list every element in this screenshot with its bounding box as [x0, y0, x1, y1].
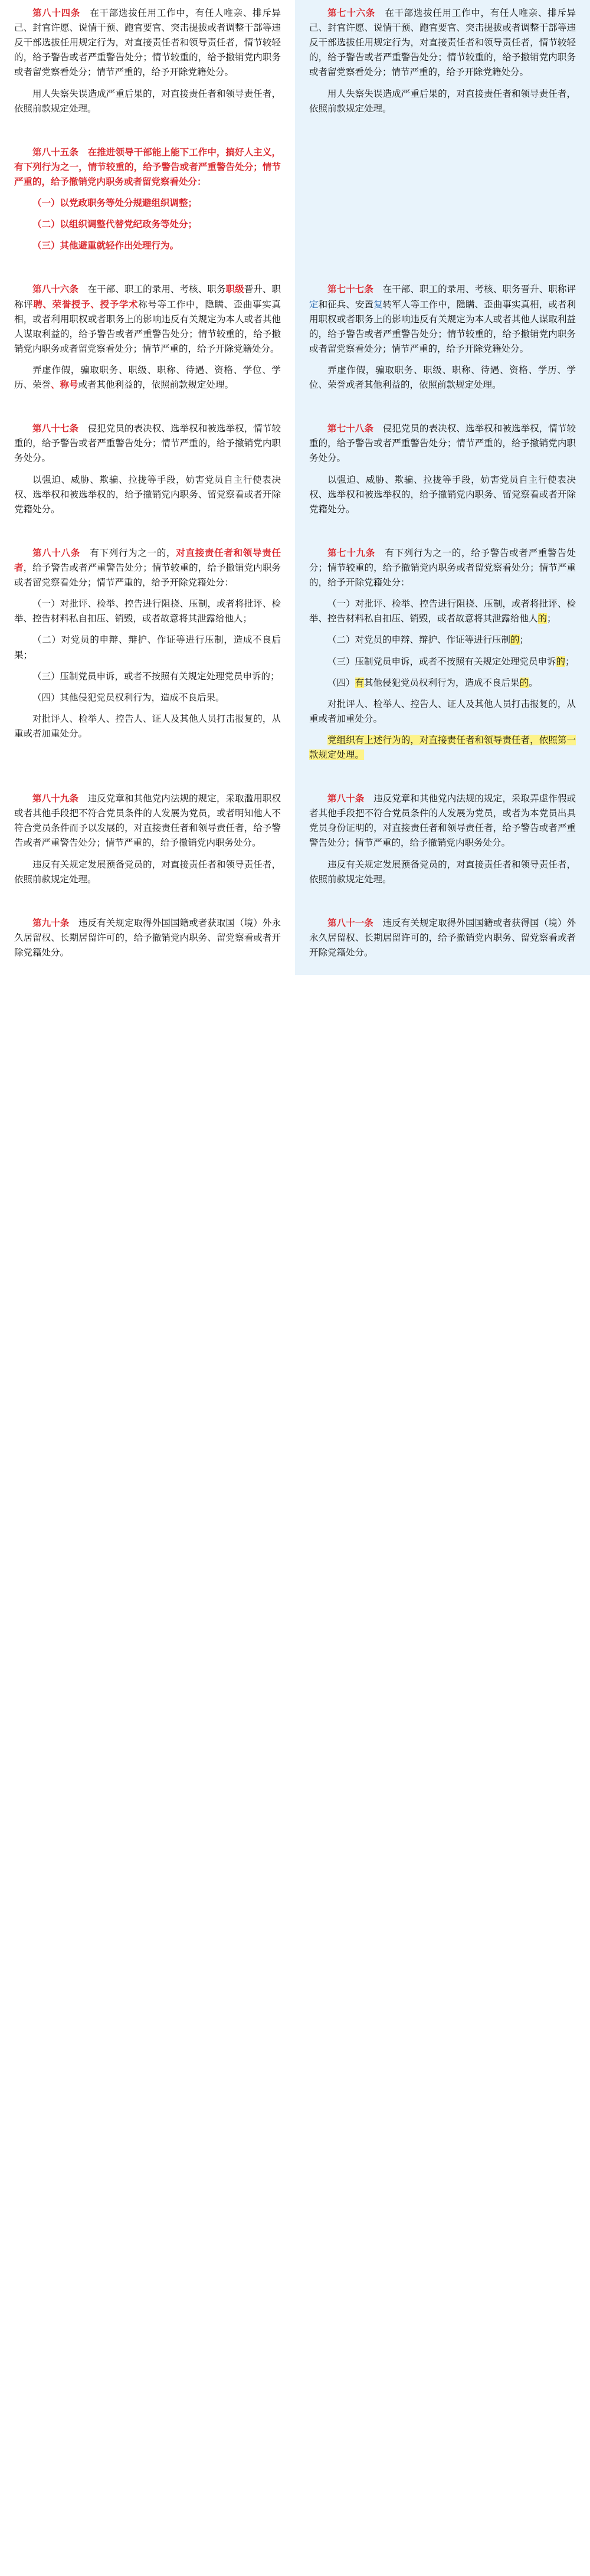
right-article-81-para-1: 第八十一条 违反有关规定取得外国国籍或者获得国（境）外永久居留权、长期居留许可的，给予撤销党内职务、留党察看或者开除党籍处分。 — [309, 917, 576, 958]
comparison-row-7 — [0, 910, 590, 975]
right-article-76-para-2: 用人失察失误造成严重后果的，对直接责任者和领导责任者，依照前款规定处理。 — [309, 88, 576, 114]
left-column-article-86 — [0, 276, 295, 407]
row-gap-2 — [0, 268, 590, 276]
left-article-85-item-1: （一）以党政职务等处分规避组织调整； — [32, 198, 198, 209]
left-article-85-item-3: （三）其他避重就轻作出处理行为。 — [32, 240, 179, 251]
right-article-78-para-2: 以强迫、威胁、欺骗、拉拢等手段，妨害党员自主行使表决权、选举权和被选举权的，给予撤销党内职务、留党察看或者开除党籍处分。 — [309, 474, 576, 515]
left-article-86-para-2: 弄虚作假，骗取职务、职级、职称、待遇、资格、学位、学历、荣誉、称号或者其他利益的，依照前款规定处理。 — [14, 364, 281, 391]
comparison-row-1 — [0, 0, 590, 131]
row-gap-4 — [0, 532, 590, 540]
right-column-article-77 — [295, 276, 590, 407]
right-article-79-para-last: 对批评人、检举人、控告人、证人及其他人员打击报复的，从重或者加重处分。 — [309, 698, 576, 724]
left-column-article-85 — [0, 139, 295, 269]
row-gap-1 — [0, 131, 590, 139]
left-article-84-para-2: 用人失察失误造成严重后果的，对直接责任者和领导责任者，依照前款规定处理。 — [14, 88, 281, 114]
right-column-article-79 — [295, 540, 590, 777]
left-column-article-87 — [0, 415, 295, 532]
comparison-row-2 — [0, 139, 590, 269]
right-article-79-item-2: （二）对党员的申辩、辩护、作证等进行压制的； — [327, 634, 529, 646]
left-article-85-para-1: 第八十五条 在推进领导干部能上能下工作中，搞好人主义，有下列行为之一，情节较重的，给予警告或者严重警告处分；情节严重的，给予撤销党内职务或者留党察看处分： — [14, 146, 281, 187]
right-article-76-para-1: 第七十六条 在干部选拔任用工作中，有任人唯亲、排斥异己、封官许愿、说情干预、跑官要官、突击提拔或者调整干部等违反干部选拔任用规定行为，对直接责任者和领导责任者，情节较轻的，给予警告或者严重警告处分；情节较重的，给予撤销党内职务或者留党察看处分；情节严重的，给予开除党籍处分。 — [309, 8, 576, 78]
left-article-86-para-1: 第八十六条 在干部、职工的录用、考核、职务职级晋升、职称评聘、荣誉授予、授予学术称号等工作中，隐瞒、歪曲事实真相，或者利用职权或者职务上的影响违反有关规定为本人或者其他人谋取利益的，给予警告或者严重警告处分；情节较重的，给予撤销党内职务或者留党察看处分；情节严重的，给予开除党籍处分。 — [14, 284, 281, 354]
right-article-80-para-1: 第八十条 违反党章和其他党内法规的规定，采取弄虚作假或者其他手段把不符合党员条件的人发展为党员，或者为本党员出具党员身份证明的，对直接责任者和领导责任者，给予警告或者严重警告处分；情节严重的，给予撤销党内职务处分。 — [309, 793, 576, 849]
right-article-77-para-1: 第七十七条 在干部、职工的录用、考核、职务晋升、职称评定和征兵、安置复转军人等工作中，隐瞒、歪曲事实真相，或者利用职权或者职务上的影响违反有关规定为本人或者其他人谋取利益的，给予警告或者严重警告处分；情节较重的，给予撤销党内职务或者留党察看处分；情节严重的，给予开除党籍处分。 — [309, 284, 576, 354]
right-article-79-para-1: 第七十九条 有下列行为之一的，给予警告或者严重警告处分；情节较重的，给予撤销党内职务或者留党察看处分；情节严重的，给予开除党籍处分： — [309, 547, 576, 588]
left-article-84-para-1: 第八十四条 在干部选拔任用工作中，有任人唯亲、排斥异己、封官许愿、说情干预、跑官要官、突击提拔或者调整干部等违反干部选拔任用规定行为，对直接责任者和领导责任者，情节较轻的，给予警告或者严重警告处分；情节较重的，给予撤销党内职务或者留党察看处分；情节严重的，给予开除党籍处分。 — [14, 8, 281, 78]
left-article-88-para-1: 第八十八条 有下列行为之一的，对直接责任者和领导责任者，给予警告或者严重警告处分；情节较重的，给予撤销党内职务或者留党察看处分；情节严重的，给予开除党籍处分： — [14, 547, 281, 588]
right-article-79-item-3: （三）压制党员申诉，或者不按照有关规定处理党员申诉的； — [327, 656, 575, 667]
right-article-79-item-4: （四）有其他侵犯党员权利行为，造成不良后果的。 — [327, 677, 538, 688]
left-article-85-item-2: （二）以组织调整代替党纪政务等处分； — [32, 219, 198, 230]
left-article-88-item-1: （一）对批评、检举、控告进行阻挠、压制，或者将批评、检举、控告材料私自扣压、销毁，或者故意将其泄露给他人； — [14, 598, 281, 624]
right-article-77-para-2: 弄虚作假，骗取职务、职级、职称、待遇、资格、学历、学位、荣誉或者其他利益的，依照前款规定处理。 — [309, 364, 576, 391]
left-column-article-89 — [0, 785, 295, 902]
row-gap-3 — [0, 407, 590, 415]
document-page — [0, 0, 590, 975]
left-article-88-item-3: （三）压制党员申诉，或者不按照有关规定处理党员申诉的； — [32, 670, 280, 682]
right-article-79-para-extra: 党组织有上述行为的，对直接责任者和领导责任者，依照第一款规定处理。 — [309, 734, 576, 761]
right-column-article-78 — [295, 415, 590, 532]
comparison-row-5 — [0, 540, 590, 777]
comparison-row-6 — [0, 785, 590, 902]
left-column-article-88 — [0, 540, 295, 777]
left-article-87-para-1: 第八十七条 侵犯党员的表决权、选举权和被选举权，情节较重的，给予警告或者严重警告处分；情节严重的，给予撤销党内职务处分。 — [14, 423, 281, 464]
left-article-89-para-1: 第八十九条 违反党章和其他党内法规的规定，采取滥用职权或者其他手段把不符合党员条件的人发展为党员，或者明知他人不符合党员条件而予以发展的，对直接责任者和领导责任者，给予警告或者严重警告处分；情节严重的，给予撤销党内职务处分。 — [14, 793, 281, 849]
right-column-article-76 — [295, 0, 590, 131]
left-column-article-84 — [0, 0, 295, 131]
left-article-90-para-1: 第九十条 违反有关规定取得外国国籍或者获取国（境）外永久居留权、长期居留许可的，给予撤销党内职务、留党察看或者开除党籍处分。 — [14, 917, 281, 958]
left-article-88-para-last: 对批评人、检举人、控告人、证人及其他人员打击报复的，从重或者加重处分。 — [14, 713, 281, 739]
left-article-88-item-4: （四）其他侵犯党员权利行为，造成不良后果。 — [32, 692, 225, 703]
left-column-article-90 — [0, 910, 295, 975]
left-article-88-item-2: （二）对党员的申辩、辩护、作证等进行压制，造成不良后果； — [14, 634, 281, 660]
right-column-article-81 — [295, 910, 590, 975]
right-column-article-85-empty — [295, 139, 590, 269]
comparison-row-3 — [0, 276, 590, 407]
left-article-89-para-2: 违反有关规定发展预备党员的，对直接责任者和领导责任者，依照前款规定处理。 — [14, 859, 281, 885]
row-gap-5 — [0, 777, 590, 785]
right-article-78-para-1: 第七十八条 侵犯党员的表决权、选举权和被选举权，情节较重的，给予警告或者严重警告处分；情节严重的，给予撤销党内职务处分。 — [309, 423, 576, 464]
comparison-row-4 — [0, 415, 590, 532]
right-article-80-para-2: 违反有关规定发展预备党员的，对直接责任者和领导责任者，依照前款规定处理。 — [309, 859, 576, 885]
right-column-article-80 — [295, 785, 590, 902]
left-article-87-para-2: 以强迫、威胁、欺骗、拉拢等手段，妨害党员自主行使表决权、选举权和被选举权的，给予撤销党内职务、留党察看或者开除党籍处分。 — [14, 474, 281, 515]
right-article-79-item-1: （一）对批评、检举、控告进行阻挠、压制，或者将批评、检举、控告材料私自扣压、销毁，或者故意将其泄露给他人的； — [309, 598, 576, 624]
row-gap-6 — [0, 902, 590, 910]
